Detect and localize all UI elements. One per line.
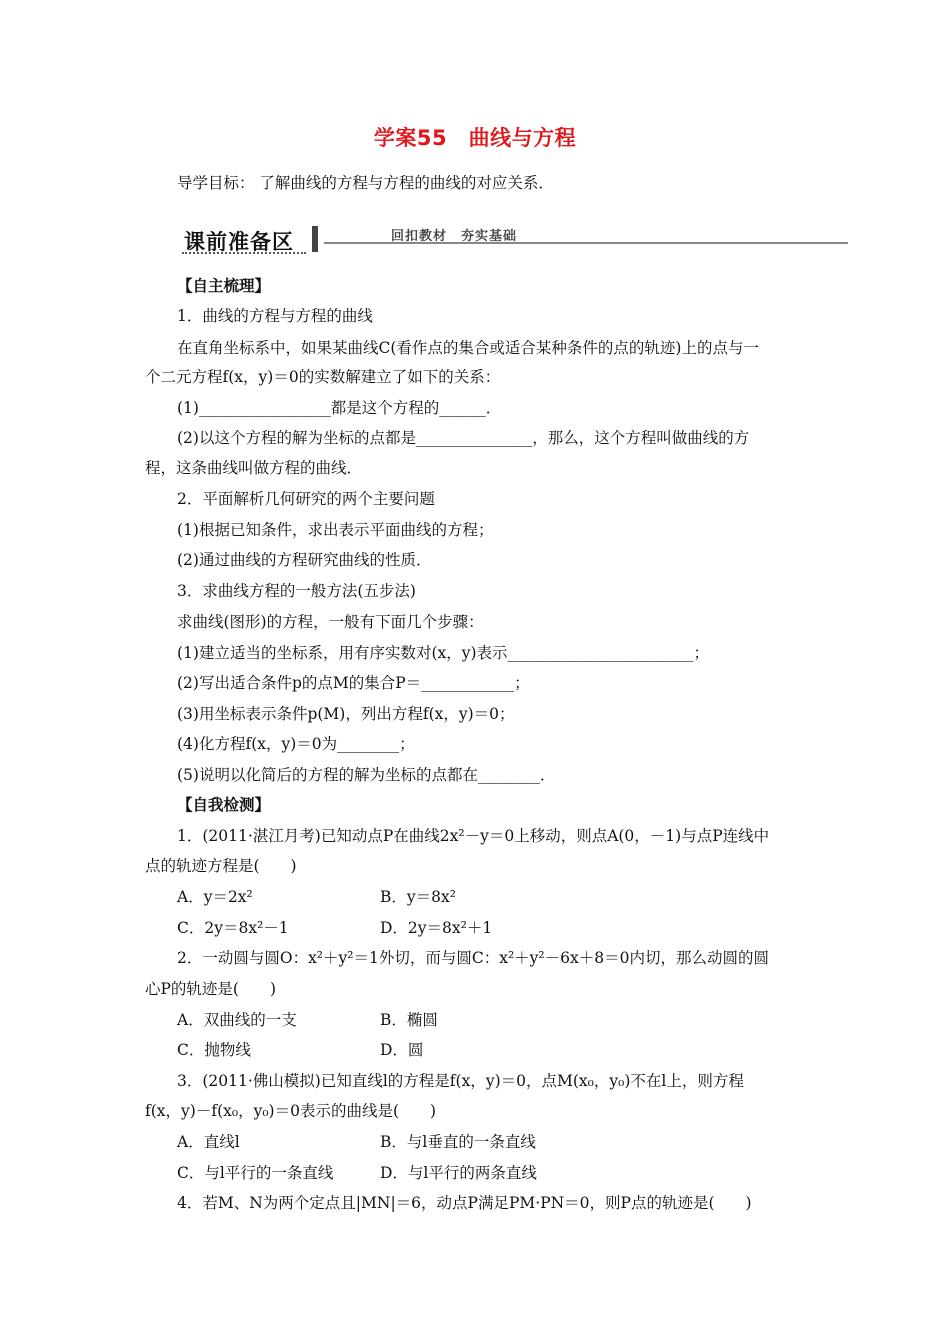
section-subtitle: 回扣教材 夯实基础 bbox=[391, 229, 518, 244]
section-title-underline bbox=[182, 252, 306, 254]
option-b: B．y＝8x² bbox=[380, 888, 456, 906]
option-d: D．圆 bbox=[380, 1041, 424, 1059]
review-line: (2)通过曲线的方程研究曲线的性质． bbox=[177, 551, 432, 569]
review-paragraph-line: 在直角坐标系中，如果某曲线C(看作点的集合或适合某种条件的点的轨迹)上的点与一 bbox=[177, 339, 759, 357]
review-blank-1: (1)_________________都是这个方程的______． bbox=[177, 399, 502, 417]
self-review-heading: 【自主梳理】 bbox=[177, 277, 271, 295]
review-paragraph-line: 程，这条曲线叫做方程的曲线． bbox=[145, 459, 363, 477]
review-paragraph-line: 个二元方程f(x，y)＝0的实数解建立了如下的关系： bbox=[145, 368, 501, 386]
review-line: 求曲线(图形)的方程，一般有下面几个步骤： bbox=[177, 613, 484, 631]
option-a: A．直线l bbox=[177, 1133, 240, 1151]
question-3-cont: f(x，y)－f(x₀，y₀)＝0表示的曲线是( ) bbox=[145, 1102, 437, 1120]
option-a: A．y＝2x² bbox=[177, 888, 253, 906]
question-1-cont: 点的轨迹方程是( ) bbox=[145, 857, 297, 875]
option-d: D．2y＝8x²＋1 bbox=[380, 919, 493, 937]
option-b: B．椭圆 bbox=[380, 1011, 438, 1029]
learning-objective: 导学目标： 了解曲线的方程与方程的曲线的对应关系． bbox=[177, 174, 554, 192]
review-blank-2: (2)以这个方程的解为坐标的点都是_______________，那么，这个方程叫做曲线的方 bbox=[177, 429, 750, 447]
step-4: (4)化方程f(x，y)＝0为________； bbox=[177, 735, 415, 753]
question-2-cont: 心P的轨迹是( ) bbox=[145, 980, 277, 998]
step-5: (5)说明以化简后的方程的解为坐标的点都在________． bbox=[177, 766, 556, 784]
section-title: 课前准备区 bbox=[184, 230, 294, 254]
review-item-1: 1．曲线的方程与方程的曲线 bbox=[177, 307, 373, 325]
step-3: (3)用坐标表示条件p(M)，列出方程f(x，y)＝0； bbox=[177, 705, 515, 723]
option-d: D．与l平行的两条直线 bbox=[380, 1164, 537, 1182]
option-c: C．与l平行的一条直线 bbox=[177, 1164, 334, 1182]
review-item-3: 3．求曲线方程的一般方法(五步法) bbox=[177, 582, 416, 600]
page-title: 学案55 曲线与方程 bbox=[373, 126, 577, 150]
review-line: (1)根据已知条件，求出表示平面曲线的方程； bbox=[177, 521, 494, 539]
question-3: 3．(2011·佛山模拟)已知直线l的方程是f(x，y)＝0，点M(x₀，y₀)不在l上，则方程 bbox=[177, 1072, 744, 1090]
option-a: A．双曲线的一支 bbox=[177, 1011, 297, 1029]
option-c: C．抛物线 bbox=[177, 1041, 251, 1059]
option-c: C．2y＝8x²－1 bbox=[177, 919, 289, 937]
section-header bbox=[178, 222, 850, 258]
question-4: 4．若M、N为两个定点且|MN|＝6，动点P满足PM·PN＝0，则P点的轨迹是( ) bbox=[177, 1194, 752, 1212]
question-1: 1．(2011·湛江月考)已知动点P在曲线2x²－y＝0上移动，则点A(0，－1)与点P连线中 bbox=[177, 827, 770, 845]
section-divider-bar bbox=[312, 226, 318, 252]
self-test-heading: 【自我检测】 bbox=[177, 796, 271, 814]
question-2: 2．一动圆与圆O：x²＋y²＝1外切，而与圆C：x²＋y²－6x＋8＝0内切，那么动圆的圆 bbox=[177, 949, 769, 967]
step-2: (2)写出适合条件p的点M的集合P＝____________； bbox=[177, 674, 530, 692]
review-item-2: 2．平面解析几何研究的两个主要问题 bbox=[177, 490, 435, 508]
option-b: B．与l垂直的一条直线 bbox=[380, 1133, 536, 1151]
step-1: (1)建立适当的坐标系，用有序实数对(x，y)表示________________________； bbox=[177, 644, 710, 662]
